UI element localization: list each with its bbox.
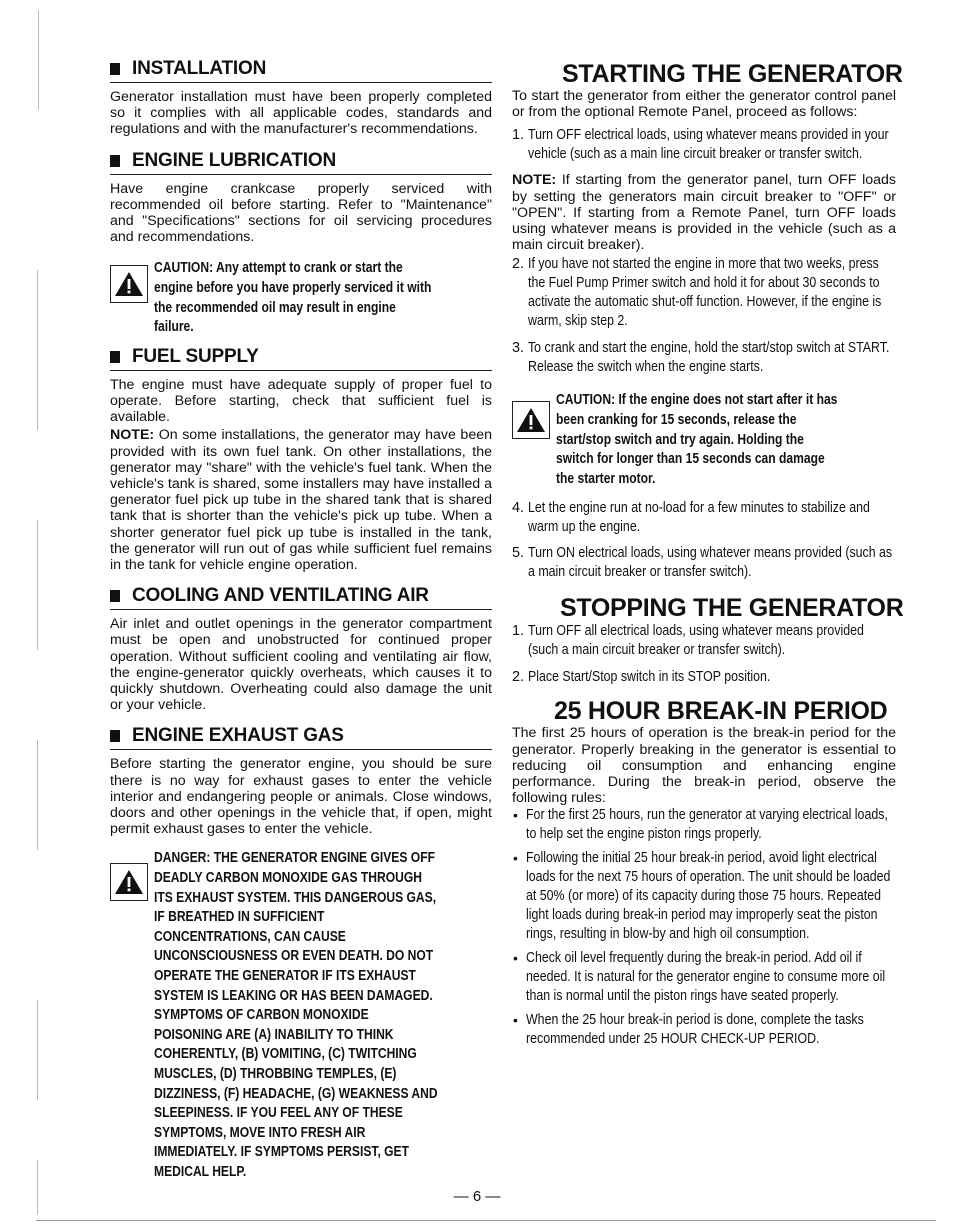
installation-section — [110, 58, 492, 138]
warning-triangle-icon — [110, 265, 148, 303]
exhaust-heading: ENGINE EXHAUST GAS — [110, 725, 492, 750]
page-number: — 6 — — [453, 1188, 501, 1205]
engine-lubrication-heading: ENGINE LUBRICATION — [110, 150, 492, 175]
cooling-body: Air inlet and outlet openings in the generator compartment must be open and unobstructed for continued proper operation. Without sufficient cooling and ventilating air flow, the engine-generator quickly overheats, which causes it to quickly shutdown. Overheating could also damage the unit or your vehicle. — [110, 616, 492, 714]
scan-edge-mark — [37, 270, 38, 430]
cooling-section — [110, 585, 492, 713]
warning-triangle-icon — [512, 401, 550, 439]
list-item: • When the 25 hour break-in period is done, complete the tasks recommended under 25 HOUR CHECK-UP PERIOD. — [513, 1012, 864, 1048]
stopping-section — [512, 594, 904, 687]
starting-note-text: If starting from the generator panel, turn OFF loads by setting the generators main circuit breaker to "OFF" or "OPEN". If starting from a Remote Panel, turn OFF loads using whatever means is provided in the vehicle (such as a main circuit breaker). — [512, 172, 896, 254]
exhaust-danger — [110, 849, 492, 1182]
stopping-steps — [512, 622, 896, 687]
note-label: NOTE: — [110, 427, 155, 444]
starting-heading: STARTING THE GENERATOR — [562, 60, 903, 88]
starting-steps-final — [512, 499, 896, 582]
fuel-supply-section — [110, 346, 492, 573]
square-bullet-icon — [110, 155, 120, 167]
fuel-supply-heading: FUEL SUPPLY — [110, 346, 492, 371]
square-bullet-icon — [110, 590, 120, 602]
starting-caution — [512, 391, 896, 489]
square-bullet-icon — [110, 730, 120, 742]
fuel-supply-body: The engine must have adequate supply of proper fuel to operate. Before starting, check that sufficient fuel is available. — [110, 376, 492, 426]
engine-lubrication-section — [110, 150, 492, 338]
lubrication-caution-text: CAUTION: Any attempt to crank or start the engine before you have properly serviced it with the recommended oil may result in engine failure. — [154, 260, 432, 336]
breakin-heading: 25 HOUR BREAK-IN PERIOD — [554, 697, 888, 726]
starting-step-3: 3. To crank and start the engine, hold the start/stop switch at START. Release the switch when the engine starts. — [512, 340, 890, 376]
cooling-heading: COOLING AND VENTILATING AIR — [110, 585, 492, 610]
installation-body: Generator installation must have been properly completed so it complies with all applicable codes, standards and regulations and with the manufacturer's recommendations. — [110, 89, 492, 138]
starting-step-5: 5. Turn ON electrical loads, using whatever means provided (such as a main circuit breaker or transfer switch). — [512, 545, 893, 581]
starting-steps-cont — [512, 255, 896, 377]
starting-steps — [512, 126, 896, 164]
starting-note — [512, 172, 896, 253]
right-column — [512, 60, 904, 1049]
starting-section — [512, 60, 903, 582]
bottom-rule — [36, 1220, 936, 1221]
stopping-step-2: 2. Place Start/Stop switch in its STOP position. — [512, 669, 771, 686]
starting-caution-text: CAUTION: If the engine does not start after it has been cranking for 15 seconds, release the start/stop switch and try again. Holding the switch for longer than 15 seconds can damage the starter motor. — [556, 392, 838, 487]
breakin-intro: The first 25 hours of operation is the break-in period for the generator. Properly breaking in the generator is essential to reducing oil consumption and enhancing engine performance. During the break-in period, observe the following rules: — [512, 725, 896, 807]
exhaust-danger-text: DANGER: THE GENERATOR ENGINE GIVES OFF DEADLY CARBON MONOXIDE GAS THROUGH ITS EXHAUST SYSTEM. THIS DANGEROUS GAS, IF BREATHED IN SUFFICIENT CONCENTRATIONS, CAN CAUSE UNCONSCIOUSNESS OR EVEN DEATH. DO NOT OPERATE THE GENERATOR IF ITS EXHAUST SYSTEM IS LEAKING OR HAS BEEN DAMAGED. SYMPTOMS OF CARBON MONOXIDE POISONING ARE (A) INABILITY TO THINK COHERENTLY, (B) VOMITING, (C) TWITCHING MUSCLES, (D) THROBBING TEMPLES, (E) DIZZINESS, (F) HEADACHE, (G) WEAKNESS AND SLEEPINESS. IF YOU FEEL ANY OF THESE SYMPTOMS, MOVE INTO FRESH AIR IMMEDIATELY. IF SYMPTOMS PERSIST, GET MEDICAL HELP. — [154, 850, 438, 1180]
starting-step-4: 4. Let the engine run at no-load for a few minutes to stabilize and warm up the engine. — [512, 500, 870, 536]
stopping-step-1: 1. Turn OFF all electrical loads, using whatever means provided (such a main circuit breaker or transfer switch). — [512, 623, 864, 659]
starting-step-1: 1. Turn OFF electrical loads, using whatever means provided in your vehicle (such as a main line circuit breaker or transfer switch. — [512, 127, 889, 163]
scan-edge-mark — [37, 520, 38, 650]
square-bullet-icon — [110, 351, 120, 363]
exhaust-section — [110, 725, 492, 1182]
left-column — [110, 58, 492, 1183]
warning-triangle-icon — [110, 863, 148, 901]
starting-step-2: 2. If you have not started the engine in more that two weeks, press the Fuel Pump Primer switch and hold it for about 30 seconds to activate the automatic shut-off function. However, if the engine is warm, skip step 2. — [512, 256, 882, 330]
engine-lubrication-body: Have engine crankcase properly serviced with recommended oil before starting. Refer to "Maintenance" and "Specifications" sections for oil servicing procedures and recommendations. — [110, 180, 492, 246]
scan-edge-mark — [38, 10, 39, 110]
scan-edge-mark — [37, 740, 38, 850]
list-item: • For the first 25 hours, run the generator at varying electrical loads, to help set the engine piston rings properly. — [513, 807, 888, 843]
scan-edge-mark — [37, 1000, 38, 1100]
list-item: • Following the initial 25 hour break-in period, avoid light electrical loads for the next 75 hours of operation. The unit should be loaded at 50% (or more) of its capacity during those 75 hours. Repeated light loads during break-in period may improperly seat the piston rings, resulting in blow-by and high oil consumption. — [513, 850, 891, 943]
breakin-rules — [512, 806, 896, 1049]
fuel-supply-note — [110, 427, 492, 573]
exhaust-body: Before starting the generator engine, you should be sure there is no way for exhaust gases to enter the vehicle interior and endangering people or animals. Close windows, doors and other openings in the vehicle that, if open, might permit exhaust gases to enter the vehicle. — [110, 756, 492, 838]
note-label: NOTE: — [512, 172, 557, 189]
lubrication-caution — [110, 259, 492, 337]
fuel-supply-note-text: On some installations, the generator may have been provided with its own fuel tank. On other installations, the generator may "share" with the vehicle's fuel tank. When the vehicle's tank is shared, some installers may have installed a generator fuel pick up tube in the shared tank that is shared tank that is shorter than the vehicle's pick up tube. When a shorter generator fuel pick up tube is installed in the tank, the generator will run out of gas while sufficient fuel remains in the tank for vehicle engine operation. — [110, 427, 493, 574]
installation-heading: INSTALLATION — [110, 58, 492, 83]
stopping-heading: STOPPING THE GENERATOR — [560, 594, 904, 623]
square-bullet-icon — [110, 63, 120, 75]
list-item: • Check oil level frequently during the break-in period. Add oil if needed. It is natural for the generator engine to consume more oil than is normal until the piston rings have seated properly. — [513, 950, 886, 1005]
breakin-section — [512, 697, 896, 1049]
starting-intro: To start the generator from either the generator control panel or from the optional Remote Panel, proceed as follows: — [512, 88, 896, 121]
